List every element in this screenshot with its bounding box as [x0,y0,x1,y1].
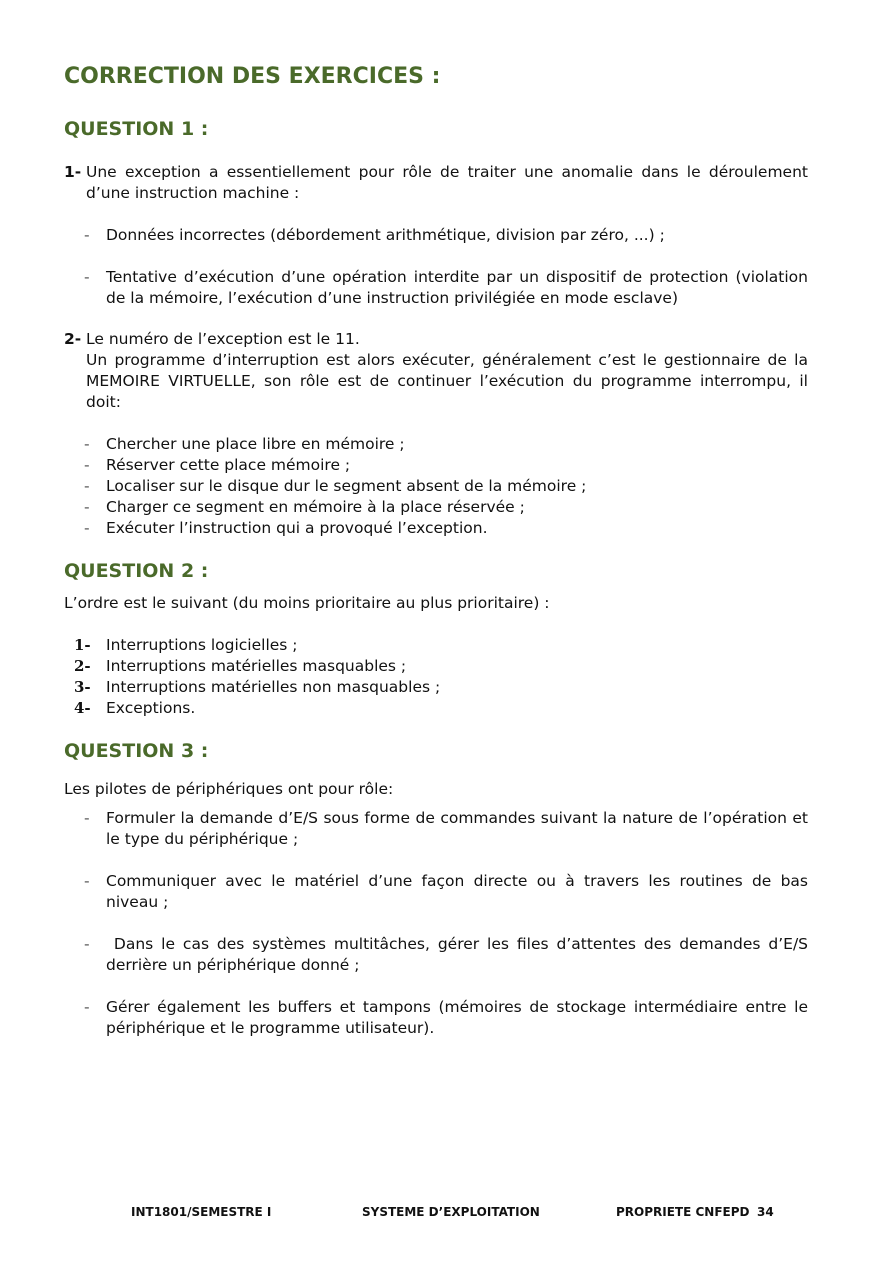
bullet-list [64,225,808,309]
dash-bullet-icon: - [84,268,90,286]
list-item-text: Interruptions logicielles ; [106,636,298,654]
page-title: CORRECTION DES EXERCICES : [64,64,441,89]
item-number: 2- [64,330,82,348]
item-number: 1- [64,163,82,181]
list-item [64,934,813,976]
list-item [64,808,808,850]
list-item-text: Charger ce segment en mémoire à la place réservée ; [106,498,525,516]
list-item-text: Localiser sur le disque dur le segment absent de la mémoire ; [106,477,587,495]
dash-bullet-icon: - [84,998,90,1016]
list-item [64,518,808,539]
list-item-text: Dans le cas des systèmes multitâches, gérer les files d’attentes des demandes d’E/S derrière un périphérique donné ; [106,935,813,974]
list-item [64,871,808,913]
dash-bullet-icon: - [84,809,90,827]
list-item [64,267,808,309]
footer-ownership: PROPRIETE CNFEPD [616,1205,750,1219]
ordered-list [64,635,808,719]
list-item-text: Formuler la demande d’E/S sous forme de commandes suivant la nature de l’opération et le type du périphérique ; [106,809,808,848]
page-number: 34 [757,1205,774,1219]
question-2-intro: L’ordre est le suivant (du moins prioritaire au plus prioritaire) : [64,594,550,612]
list-item-text: Réserver cette place mémoire ; [106,456,351,474]
dash-bullet-icon: - [84,498,90,516]
dash-bullet-icon: - [84,456,90,474]
list-item-text: Chercher une place libre en mémoire ; [106,435,405,453]
dash-bullet-icon: - [84,226,90,244]
question-3-body [64,779,813,1039]
list-item [64,997,808,1039]
dash-bullet-icon: - [84,477,90,495]
answer-text: Une exception a essentiellement pour rôle de traiter une anomalie dans le déroulement d’une instruction machine : [86,163,808,202]
item-number: 1- [74,636,91,654]
answer-text: Un programme d’interruption est alors exécuter, généralement c’est le gestionnaire de la MEMOIRE VIRTUELLE, son rôle est de continuer l’exécution du programme interrompu, il doit: [86,351,808,411]
item-number: 4- [74,699,91,717]
item-number: 2- [74,657,91,675]
list-item [64,455,808,476]
list-item-text: Exceptions. [106,699,196,717]
list-item-text: Tentative d’exécution d’une opération interdite par un dispositif de protection (violation de la mémoire, l’exécution d’une instruction privilégiée en mode esclave) [106,268,808,307]
list-item-text: Gérer également les buffers et tampons (mémoires de stockage intermédiaire entre le périphérique et le programme utilisateur). [106,998,808,1037]
footer-course-code: INT1801/SEMESTRE I [131,1205,272,1219]
list-item [64,497,808,518]
list-item [64,656,808,677]
list-item-text: Communiquer avec le matériel d’une façon directe ou à travers les routines de bas niveau ; [106,872,808,911]
question-3-intro: Les pilotes de périphériques ont pour rôle: [64,780,394,798]
list-item-text: Interruptions matérielles masquables ; [106,657,407,675]
question-2-heading: QUESTION 2 : [64,560,209,582]
bullet-list [64,434,808,539]
list-item-text: Données incorrectes (débordement arithmétique, division par zéro, ...) ; [106,226,665,244]
list-item [64,476,808,497]
question-1-item-2 [64,329,808,539]
list-item-text: Exécuter l’instruction qui a provoqué l’exception. [106,519,488,537]
question-2-body [64,593,808,719]
answer-line: Le numéro de l’exception est le 11. [86,330,360,348]
dash-bullet-icon: - [84,935,90,953]
list-item [64,434,808,455]
footer-course-title: SYSTEME D’EXPLOITATION [362,1205,540,1219]
question-1-heading: QUESTION 1 : [64,118,209,140]
dash-bullet-icon: - [84,435,90,453]
dash-bullet-icon: - [84,872,90,890]
list-item [64,677,808,698]
bullet-list [64,808,813,1039]
list-item [64,698,808,719]
answer-paragraph [64,329,808,413]
dash-bullet-icon: - [84,519,90,537]
answer-paragraph [64,162,808,204]
item-number: 3- [74,678,91,696]
question-1-item-1 [64,162,808,309]
list-item [64,635,808,656]
question-3-heading: QUESTION 3 : [64,740,209,762]
list-item-text: Interruptions matérielles non masquables ; [106,678,441,696]
list-item [64,225,808,246]
